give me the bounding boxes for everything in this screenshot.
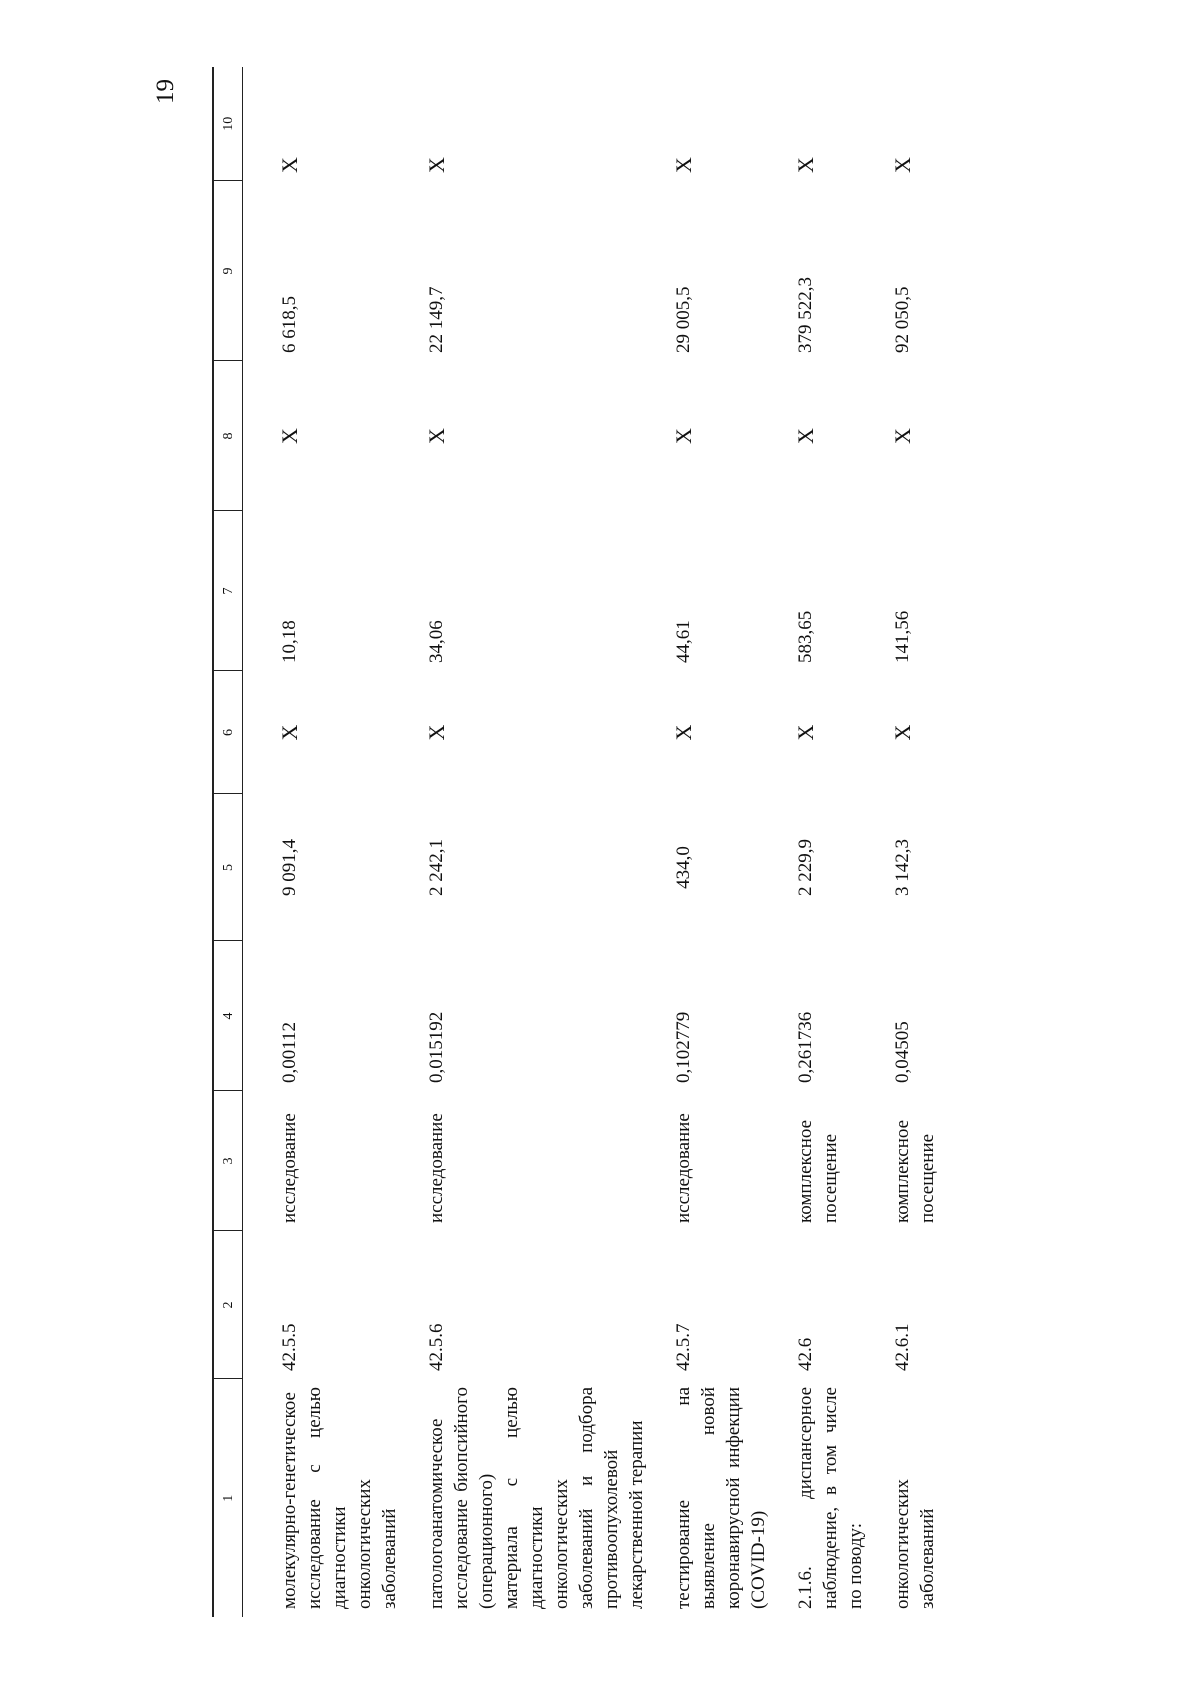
row-col10: Х (424, 157, 449, 173)
column-header: 6 (213, 671, 243, 794)
row-col10: Х (277, 157, 302, 173)
column-header: 2 (213, 1231, 243, 1379)
row-col6: Х (424, 724, 449, 741)
column-header: 9 (213, 181, 243, 361)
header-row (213, 67, 243, 1617)
row-unit: комплексное посещение (892, 1119, 938, 1223)
row-col8: Х (890, 428, 915, 444)
row-col9: 379 522,3 (795, 277, 816, 353)
row-name: онкологических заболеваний (892, 1479, 938, 1609)
row-col10: Х (793, 157, 818, 173)
row-norm: 0,00112 (279, 1021, 300, 1083)
row-norm: 0,04505 (892, 1021, 913, 1083)
row-unit: комплексное посещение (795, 1119, 841, 1223)
row-norm: 0,261736 (795, 1011, 816, 1083)
data-table (212, 67, 962, 1617)
table-row (243, 67, 425, 1617)
row-col7: 44,61 (673, 620, 694, 663)
row-col7: 141,56 (892, 610, 913, 663)
row-col9: 22 149,7 (426, 286, 447, 353)
column-header: 1 (213, 1379, 243, 1617)
row-name: патологоанатомическое исследование биопсийного (операционного) материала с целью диагностики онкологических заболеваний и подбора противоопухолевой лекарственной терапии (426, 1387, 647, 1609)
table-row (424, 67, 671, 1617)
row-col10: Х (671, 157, 696, 173)
row-col8: Х (424, 428, 449, 444)
column-header: 10 (213, 67, 243, 181)
row-col6: Х (890, 724, 915, 741)
row-name: тестирование на выявление новой коронавирусной инфекции (COVID-19) (673, 1387, 769, 1609)
row-col9: 92 050,5 (892, 286, 913, 353)
row-col8: Х (277, 428, 302, 444)
row-col9: 6 618,5 (279, 296, 300, 353)
row-col5: 434,0 (673, 846, 694, 889)
row-col10: Х (890, 157, 915, 173)
row-col8: Х (671, 428, 696, 444)
table-container (212, 67, 1062, 1617)
row-col6: Х (277, 724, 302, 741)
row-col7: 10,18 (279, 620, 300, 663)
row-col5: 3 142,3 (892, 839, 913, 896)
column-header: 5 (213, 794, 243, 941)
row-code: 42.6 (795, 1337, 816, 1371)
row-col7: 583,65 (795, 610, 816, 663)
row-col8: Х (793, 428, 818, 444)
row-name: 2.1.6. диспансерное наблюдение, в том числе по поводу: (795, 1387, 866, 1609)
row-code: 42.5.5 (279, 1323, 300, 1371)
row-col6: Х (793, 724, 818, 741)
column-header: 3 (213, 1091, 243, 1231)
row-norm: 0,015192 (426, 1011, 447, 1083)
table-row (890, 67, 962, 1617)
page-number: 19 (152, 79, 179, 104)
row-col5: 2 242,1 (426, 839, 447, 896)
column-header: 4 (213, 941, 243, 1091)
row-code: 42.6.1 (892, 1323, 913, 1371)
row-name: молекулярно-генетическое исследование с целью диагностики онкологических заболеваний (279, 1387, 400, 1609)
row-code: 42.5.6 (426, 1323, 447, 1371)
row-col5: 2 229,9 (795, 839, 816, 896)
row-col5: 9 091,4 (279, 839, 300, 896)
row-col7: 34,06 (426, 620, 447, 663)
row-unit: исследование (426, 1113, 447, 1223)
table-row (671, 67, 793, 1617)
column-header: 8 (213, 361, 243, 511)
row-unit: исследование (279, 1113, 300, 1223)
row-col6: Х (671, 724, 696, 741)
row-code: 42.5.7 (673, 1323, 694, 1371)
column-header: 7 (213, 511, 243, 671)
row-norm: 0,102779 (673, 1011, 694, 1083)
table-row (793, 67, 890, 1617)
row-col9: 29 005,5 (673, 286, 694, 353)
row-unit: исследование (673, 1113, 694, 1223)
